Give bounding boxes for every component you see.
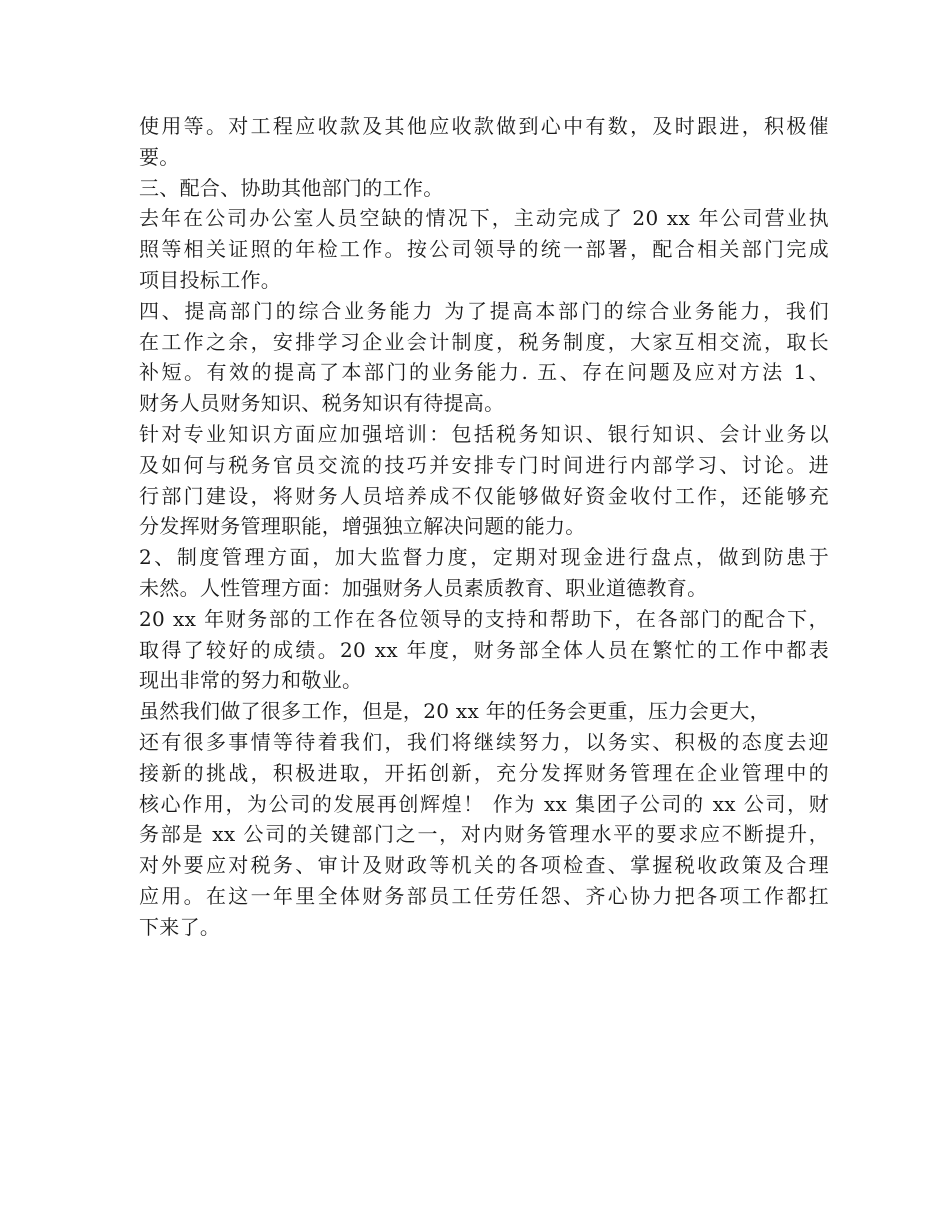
text-line: 务部是 xx 公司的关键部门之一，对内财务管理水平的要求应不断提升， [139,822,829,847]
section-heading: 三、配合、协助其他部门的工作。 [139,175,444,200]
text-line: 对外要应对税务、审计及财政等机关的各项检查、掌握税收政策及合理 [139,853,829,878]
text-line: 项目投标工作。 [139,267,282,292]
text-line: 四、提高部门的综合业务能力 为了提高本部门的综合业务能力，我们 [139,298,829,323]
text-line: 要。 [139,144,180,169]
text-line: 分发挥财务管理职能，增强独立解决问题的能力。 [139,514,586,539]
text-line: 还有很多事情等待着我们，我们将继续努力，以务实、积极的态度去迎 [139,729,829,754]
text-line: 核心作用，为公司的发展再创辉煌！ 作为 xx 集团子公司的 xx 公司，财 [139,791,829,816]
text-line: 在工作之余，安排学习企业会计制度，税务制度，大家互相交流，取长 [139,329,829,354]
text-line: 接新的挑战，积极进取，开拓创新，充分发挥财务管理在企业管理中的 [139,760,829,785]
text-line: 使用等。对工程应收款及其他应收款做到心中有数，及时跟进，积极催 [139,114,829,138]
text-line: 照等相关证照的年检工作。按公司领导的统一部署，配合相关部门完成 [139,237,829,262]
text-line: 去年在公司办公室人员空缺的情况下，主动完成了 20 xx 年公司营业执 [139,206,829,231]
text-line: 20 xx 年财务部的工作在各位领导的支持和帮助下，在各部门的配合下， [139,606,829,631]
text-line: 行部门建设，将财务人员培养成不仅能够做好资金收付工作，还能够充 [139,483,829,508]
text-line: 补短。有效的提高了本部门的业务能力. 五、存在问题及应对方法 1、 [139,360,829,385]
text-line: 下来了。 [139,914,221,939]
text-line: 财务人员财务知识、税务知识有待提高。 [139,391,505,416]
text-line: 未然。人性管理方面：加强财务人员素质教育、职业道德教育。 [139,575,708,600]
text-line: 虽然我们做了很多工作，但是，20 xx 年的任务会更重，压力会更大， [139,699,770,724]
text-line: 及如何与税务官员交流的技巧并安排专门时间进行内部学习、讨论。进 [139,452,829,477]
text-line: 现出非常的努力和敬业。 [139,668,363,693]
document-body [139,111,829,943]
text-line: 应用。在这一年里全体财务部员工任劳任怨、齐心协力把各项工作都扛 [139,883,829,908]
text-line: 2、制度管理方面，加大监督力度，定期对现金进行盘点，做到防患于 [139,545,829,570]
text-line: 取得了较好的成绩。20 xx 年度，财务部全体人员在繁忙的工作中都表 [139,637,829,662]
text-line: 针对专业知识方面应加强培训：包括税务知识、银行知识、会计业务以 [139,421,829,446]
